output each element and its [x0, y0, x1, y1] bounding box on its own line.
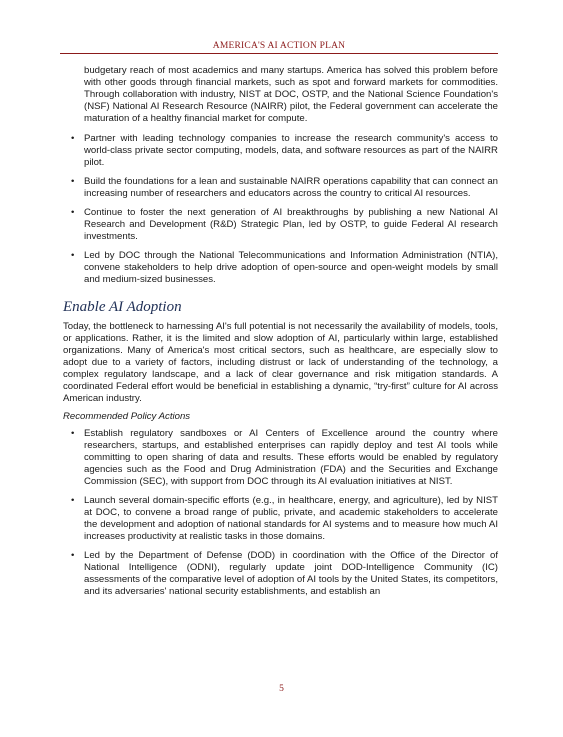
list-item-text: Led by DOC through the National Telecommunications and Information Administration (NTIA), convene stakeholders to help drive adoption of open-source and open-weight models by small and medium-sized businesses. — [84, 250, 498, 285]
list-item — [63, 428, 498, 488]
section-paragraph: Today, the bottleneck to harnessing AI's full potential is not necessarily the availability of models, tools, or applications. Rather, it is the limited and slow adoption of AI, particularly within large, established organizations. Many of America's most critical sectors, such as healthcare, are especially slow to adopt due to a variety of factors, including distrust or lack of understanding of the technology, a complex regulatory landscape, and a lack of clear governance and risk mitigation standards. A coordinated Federal effort would be beneficial in establishing a dynamic, “try-first” culture for AI across American industry. — [63, 321, 498, 404]
bullet-icon: • — [71, 428, 75, 439]
bullet-icon: • — [71, 207, 75, 218]
list-item — [63, 207, 498, 243]
list-item-text: Launch several domain-specific efforts (e.g., in healthcare, energy, and agriculture), led by NIST at DOC, to convene a broad range of public, private, and academic stakeholders to accelerate the development and adoption of national standards for AI systems and to measure how much AI increases productivity at realistic tasks in those domains. — [84, 495, 498, 542]
list-item-text: Establish regulatory sandboxes or AI Centers of Excellence around the country where researchers, startups, and established enterprises can rapidly deploy and test AI tools while committing to open sharing of data and results. These efforts would be enabled by regulatory agencies such as the Food and Drug Administration (FDA) and the Securities and Exchange Commission (SEC), with support from DOC through its AI evaluation initiatives at NIST. — [84, 428, 498, 487]
bullet-icon: • — [71, 495, 75, 506]
bullet-icon: • — [71, 176, 75, 187]
continuation-paragraph: budgetary reach of most academics and many startups. America has solved this problem before with other goods through financial markets, such as spot and forward markets for commodities. Through collaboration with industry, NIST at DOC, OSTP, and the National Science Foundation's (NSF) National AI Research Resource (NAIRR) pilot, the Federal government can accelerate the maturation of a healthy financial market for compute. — [84, 65, 498, 124]
list-item — [63, 176, 498, 200]
list-item-text: Partner with leading technology companies to increase the research community's access to world-class private sector computing, models, data, and software resources as part of the NAIRR pilot. — [84, 133, 498, 168]
list-item — [63, 250, 498, 286]
bullet-icon: • — [71, 250, 75, 261]
list-item — [63, 550, 498, 598]
page-content — [63, 65, 498, 605]
bullet-icon: • — [71, 550, 75, 561]
bullet-list-adoption — [63, 428, 498, 598]
page-number: 5 — [279, 684, 284, 694]
bullet-icon: • — [71, 133, 75, 144]
list-item — [63, 133, 498, 169]
list-item — [63, 495, 498, 543]
bullet-list-research — [63, 133, 498, 286]
list-item-text: Build the foundations for a lean and sustainable NAIRR operations capability that can connect an increasing number of researchers and educators across the country to critical AI resources. — [84, 176, 498, 199]
list-item-text: Led by the Department of Defense (DOD) in coordination with the Office of the Director of National Intelligence (ODNI), regularly update joint DOD-Intelligence Community (IC) assessments of the comparative level of adoption of AI tools by the United States, its competitors, and its adversaries' national security establishments, and establish an — [84, 550, 498, 597]
running-header: AMERICA'S AI ACTION PLAN — [212, 41, 346, 51]
list-item-text: Continue to foster the next generation of AI breakthroughs by publishing a new National AI Research and Development (R&D) Strategic Plan, led by OSTP, to guide Federal AI research investments. — [84, 207, 498, 242]
section-title: Enable AI Adoption — [63, 299, 182, 315]
subheading: Recommended Policy Actions — [63, 411, 191, 422]
header-rule — [60, 53, 498, 54]
